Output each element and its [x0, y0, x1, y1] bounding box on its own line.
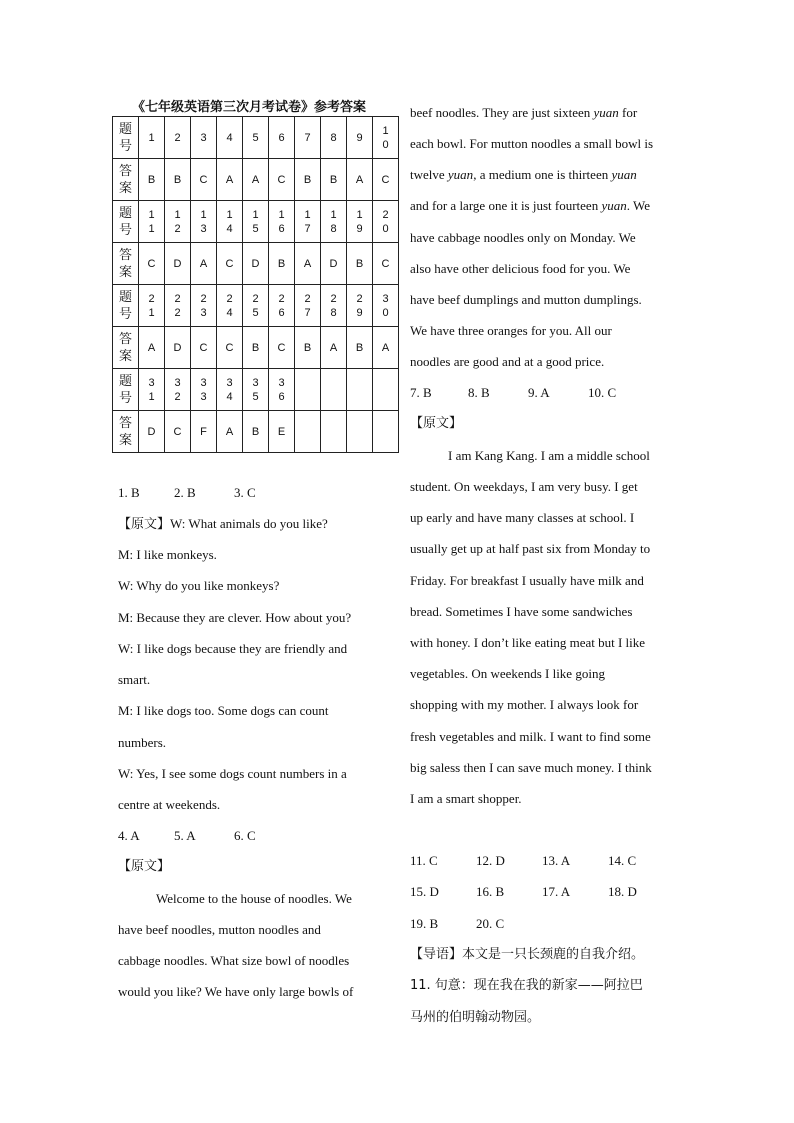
table-row — [113, 117, 399, 159]
dialog-line: W: I like dogs because they are friendly and — [118, 641, 348, 656]
table-cell: 1 — [139, 117, 165, 159]
table-cell: 1 5 — [243, 201, 269, 243]
table-cell: 2 3 — [191, 285, 217, 327]
table-cell: 3 5 — [243, 369, 269, 411]
table-cell — [373, 369, 399, 411]
table-row — [113, 159, 399, 201]
answer-item: 19. B — [410, 916, 439, 931]
table-cell: A — [139, 327, 165, 369]
passage-line: usually get up at half past six from Monday to — [410, 541, 651, 556]
table-cell: 5 — [243, 117, 269, 159]
table-cell: 1 0 — [373, 117, 399, 159]
table-cell: 2 9 — [347, 285, 373, 327]
table-cell: A — [347, 159, 373, 201]
note-line: 11. 句意：现在我在我的新家——阿拉巴 — [410, 978, 643, 993]
passage-line: with honey. I don’t like eating meat but I like — [410, 635, 646, 650]
table-cell: 2 6 — [269, 285, 295, 327]
table-cell: 9 — [347, 117, 373, 159]
table-cell: 1 6 — [269, 201, 295, 243]
table-cell: 1 8 — [321, 201, 347, 243]
table-cell: 3 6 — [269, 369, 295, 411]
table-cell: 1 9 — [347, 201, 373, 243]
table-cell: B — [321, 159, 347, 201]
table-cell: 3 3 — [191, 369, 217, 411]
yuanwen-label: 【原文】 — [410, 416, 463, 431]
page-title: 《七年级英语第三次月考试卷》参考答案 — [132, 100, 367, 115]
answer-item: 14. C — [608, 853, 637, 868]
answer-item: 2. B — [174, 485, 196, 500]
table-cell: 1 4 — [217, 201, 243, 243]
table-cell: D — [243, 243, 269, 285]
table-cell: 3 4 — [217, 369, 243, 411]
row-label: 题 号 — [113, 369, 139, 411]
dialog-line: M: I like dogs too. Some dogs can count — [118, 703, 329, 718]
answer-item: 20. C — [476, 916, 505, 931]
table-cell: 1 3 — [191, 201, 217, 243]
table-cell: A — [373, 327, 399, 369]
table-cell: 4 — [217, 117, 243, 159]
table-cell: 3 2 — [165, 369, 191, 411]
answer-item: 3. C — [234, 485, 256, 500]
table-cell: C — [139, 243, 165, 285]
table-cell: D — [165, 327, 191, 369]
answer-item: 6. C — [234, 828, 256, 843]
table-cell: B — [295, 327, 321, 369]
answers-7-10 — [410, 385, 616, 401]
passage-line: big saless then I can save much money. I think — [410, 760, 652, 775]
answer-item: 4. A — [118, 828, 140, 843]
table-cell: 2 — [165, 117, 191, 159]
dialog-line: smart. — [118, 672, 151, 687]
dialog-line: W: Why do you like monkeys? — [118, 578, 280, 593]
table-cell: C — [269, 159, 295, 201]
answer-item: 16. B — [476, 884, 505, 899]
table-cell: B — [243, 411, 269, 453]
row-label: 答 案 — [113, 327, 139, 369]
dialog-line: M: I like monkeys. — [118, 547, 217, 562]
passage-line: cabbage noodles. What size bowl of noodles — [118, 953, 350, 968]
passage-line: noodles are good and at a good price. — [410, 354, 605, 369]
passage-line: fresh vegetables and milk. I want to find some — [410, 729, 651, 744]
table-cell: 1 1 — [139, 201, 165, 243]
table-cell: 1 2 — [165, 201, 191, 243]
table-cell — [321, 411, 347, 453]
table-row — [113, 411, 399, 453]
answer-item: 12. D — [476, 853, 505, 868]
dialog-first-line — [118, 516, 328, 533]
table-cell: C — [165, 411, 191, 453]
answer-item: 11. C — [410, 853, 438, 868]
row-label: 答 案 — [113, 243, 139, 285]
passage-line: beef noodles. They are just sixteen yuan for — [410, 105, 638, 120]
table-cell: 3 1 — [139, 369, 165, 411]
table-row — [113, 369, 399, 411]
passage-line: bread. Sometimes I have some sandwiches — [410, 604, 633, 619]
table-row — [113, 243, 399, 285]
answer-item: 15. D — [410, 884, 439, 899]
table-cell: C — [217, 243, 243, 285]
row-label: 题 号 — [113, 285, 139, 327]
note-line: 马州的伯明翰动物园。 — [410, 1010, 541, 1025]
answer-table — [112, 116, 399, 453]
answer-item: 8. B — [468, 385, 490, 400]
row-label: 题 号 — [113, 117, 139, 159]
passage-line: have beef dumplings and mutton dumplings. — [410, 292, 642, 307]
table-cell: 2 8 — [321, 285, 347, 327]
answer-item: 5. A — [174, 828, 196, 843]
answers-4-6 — [118, 828, 256, 844]
dialog-line: centre at weekends. — [118, 797, 221, 812]
table-cell: 2 4 — [217, 285, 243, 327]
passage-line: also have other delicious food for you. We — [410, 261, 631, 276]
table-cell: B — [347, 243, 373, 285]
table-row — [113, 201, 399, 243]
table-cell: A — [321, 327, 347, 369]
table-row — [113, 327, 399, 369]
yuanwen-label: 【原文】 — [118, 517, 171, 532]
table-cell: B — [139, 159, 165, 201]
answers-19-20 — [410, 916, 504, 932]
passage-line: Welcome to the house of noodles. We — [156, 891, 352, 906]
passage-line: shopping with my mother. I always look for — [410, 697, 639, 712]
dialog-line: numbers. — [118, 735, 167, 750]
row-label: 题 号 — [113, 201, 139, 243]
table-cell: B — [295, 159, 321, 201]
table-cell — [347, 369, 373, 411]
answers-11-14 — [410, 853, 636, 869]
table-cell: C — [217, 327, 243, 369]
passage-line: Friday. For breakfast I usually have milk and — [410, 573, 644, 588]
table-cell: 7 — [295, 117, 321, 159]
passage-line: vegetables. On weekends I like going — [410, 666, 605, 681]
table-cell: C — [269, 327, 295, 369]
table-cell: 6 — [269, 117, 295, 159]
row-label: 答 案 — [113, 159, 139, 201]
table-cell: A — [217, 411, 243, 453]
table-row — [113, 285, 399, 327]
table-cell: C — [191, 327, 217, 369]
passage-line: I am a smart shopper. — [410, 791, 522, 806]
passage-line: each bowl. For mutton noodles a small bowl is — [410, 136, 654, 151]
answer-item: 9. A — [528, 385, 550, 400]
answer-item: 1. B — [118, 485, 140, 500]
passage-line: have beef noodles, mutton noodles and — [118, 922, 321, 937]
table-cell — [295, 369, 321, 411]
passage-line: twelve yuan, a medium one is thirteen yuan — [410, 167, 637, 182]
table-cell: D — [321, 243, 347, 285]
dialog-line: W: Yes, I see some dogs count numbers in a — [118, 766, 347, 781]
table-cell — [295, 411, 321, 453]
answer-item: 7. B — [410, 385, 432, 400]
table-cell: 2 1 — [139, 285, 165, 327]
passage-line: up early and have many classes at school. I — [410, 510, 635, 525]
table-cell: D — [139, 411, 165, 453]
table-cell: B — [243, 327, 269, 369]
table-cell: F — [191, 411, 217, 453]
table-cell: A — [243, 159, 269, 201]
table-cell: A — [295, 243, 321, 285]
answer-item: 13. A — [542, 853, 571, 868]
passage-line: have cabbage noodles only on Monday. We — [410, 230, 636, 245]
table-cell: 2 2 — [165, 285, 191, 327]
passage-line: student. On weekdays, I am very busy. I get — [410, 479, 638, 494]
table-cell: 2 7 — [295, 285, 321, 327]
table-cell: 1 7 — [295, 201, 321, 243]
table-cell: 2 5 — [243, 285, 269, 327]
table-cell: C — [373, 243, 399, 285]
dialog-line: W: What animals do you like? — [170, 516, 328, 531]
table-cell: 2 0 — [373, 201, 399, 243]
table-cell: B — [165, 159, 191, 201]
table-cell: C — [373, 159, 399, 201]
table-cell: 3 0 — [373, 285, 399, 327]
passage-line: would you like? We have only large bowls of — [118, 984, 354, 999]
table-cell: A — [217, 159, 243, 201]
table-cell: E — [269, 411, 295, 453]
table-cell: A — [191, 243, 217, 285]
row-label: 答 案 — [113, 411, 139, 453]
dialog-line: M: Because they are clever. How about you? — [118, 610, 352, 625]
passage-line: I am Kang Kang. I am a middle school — [448, 448, 650, 463]
yuanwen-label: 【原文】 — [118, 859, 171, 874]
table-cell: B — [347, 327, 373, 369]
passage-line: We have three oranges for you. All our — [410, 323, 612, 338]
table-cell: 8 — [321, 117, 347, 159]
table-cell — [347, 411, 373, 453]
answer-item: 10. C — [588, 385, 617, 400]
table-cell — [321, 369, 347, 411]
passage-line: and for a large one it is just fourteen yuan. We — [410, 198, 650, 213]
answers-1-3 — [118, 485, 256, 501]
table-cell: B — [269, 243, 295, 285]
table-cell: D — [165, 243, 191, 285]
daoyu-line: 【导语】本文是一只长颈鹿的自我介绍。 — [410, 947, 645, 962]
table-cell: 3 — [191, 117, 217, 159]
answer-item: 17. A — [542, 884, 571, 899]
table-cell — [373, 411, 399, 453]
table-cell: C — [191, 159, 217, 201]
answers-15-18 — [410, 884, 637, 900]
answer-item: 18. D — [608, 884, 637, 899]
